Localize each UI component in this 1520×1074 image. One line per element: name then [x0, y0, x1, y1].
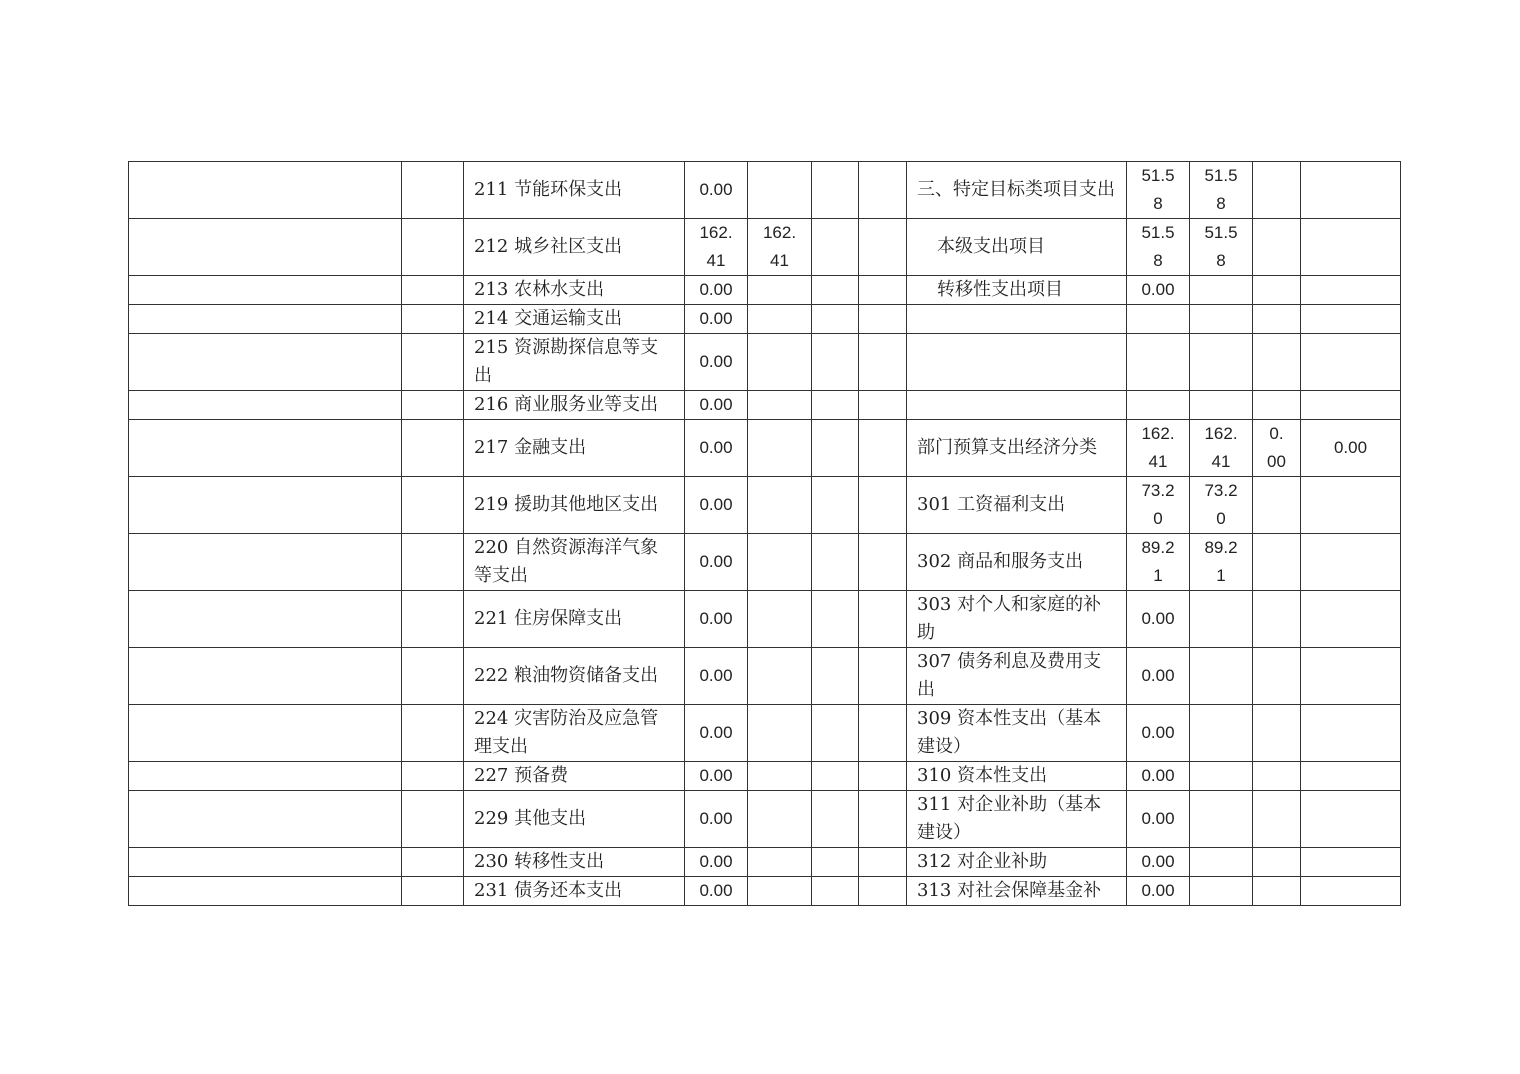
expense-economic-other: [1301, 762, 1401, 791]
table-row: [129, 648, 1401, 705]
expense-economic-fund: [1253, 477, 1301, 534]
expense-function-general: [748, 162, 812, 219]
expense-function-fund: [812, 305, 859, 334]
budget-table: [128, 161, 1401, 906]
expense-economic-fund: [1253, 877, 1301, 906]
expense-economic-fund: 0.00: [1253, 420, 1301, 477]
income-item-cell: [129, 762, 402, 791]
table-row: [129, 391, 1401, 420]
expense-function-total: 0.00: [685, 305, 748, 334]
expense-function-fund: [812, 391, 859, 420]
expense-function-other: [859, 791, 907, 848]
expense-economic-item: 310 资本性支出: [907, 762, 1127, 791]
income-amount-cell: [402, 791, 464, 848]
expense-economic-other: [1301, 477, 1401, 534]
expense-function-item: 229 其他支出: [464, 791, 685, 848]
expense-economic-general: [1190, 391, 1253, 420]
income-item-cell: [129, 877, 402, 906]
income-item-cell: [129, 219, 402, 276]
expense-economic-fund: [1253, 848, 1301, 877]
expense-economic-item: 307 债务利息及费用支出: [907, 648, 1127, 705]
expense-economic-total: 0.00: [1127, 648, 1190, 705]
expense-function-fund: [812, 648, 859, 705]
expense-function-total: 0.00: [685, 162, 748, 219]
expense-function-general: [748, 762, 812, 791]
expense-economic-total: 73.20: [1127, 477, 1190, 534]
expense-economic-item: 部门预算支出经济分类: [907, 420, 1127, 477]
expense-function-item: 215 资源勘探信息等支出: [464, 334, 685, 391]
expense-economic-total: 0.00: [1127, 276, 1190, 305]
expense-economic-total: 51.58: [1127, 162, 1190, 219]
income-amount-cell: [402, 877, 464, 906]
expense-function-other: [859, 477, 907, 534]
expense-economic-item: 转移性支出项目: [907, 276, 1127, 305]
expense-function-general: [748, 791, 812, 848]
expense-economic-general: [1190, 762, 1253, 791]
expense-function-total: 0.00: [685, 705, 748, 762]
expense-function-total: 0.00: [685, 391, 748, 420]
expense-economic-item: 312 对企业补助: [907, 848, 1127, 877]
expense-economic-general: [1190, 334, 1253, 391]
expense-economic-other: [1301, 162, 1401, 219]
table-row: [129, 477, 1401, 534]
income-item-cell: [129, 848, 402, 877]
income-item-cell: [129, 391, 402, 420]
expense-function-general: [748, 420, 812, 477]
expense-economic-general: [1190, 791, 1253, 848]
income-item-cell: [129, 648, 402, 705]
table-row: [129, 276, 1401, 305]
expense-function-total: 0.00: [685, 648, 748, 705]
table-row: [129, 762, 1401, 791]
expense-economic-general: 162.41: [1190, 420, 1253, 477]
expense-function-other: [859, 705, 907, 762]
income-amount-cell: [402, 477, 464, 534]
expense-function-general: [748, 848, 812, 877]
income-item-cell: [129, 334, 402, 391]
income-item-cell: [129, 305, 402, 334]
expense-economic-general: 73.20: [1190, 477, 1253, 534]
expense-economic-fund: [1253, 305, 1301, 334]
expense-economic-item: [907, 391, 1127, 420]
expense-economic-fund: [1253, 334, 1301, 391]
expense-function-total: 0.00: [685, 791, 748, 848]
expense-economic-other: 0.00: [1301, 420, 1401, 477]
expense-economic-other: [1301, 705, 1401, 762]
expense-function-total: 0.00: [685, 762, 748, 791]
expense-economic-general: [1190, 305, 1253, 334]
expense-economic-fund: [1253, 762, 1301, 791]
expense-function-general: [748, 305, 812, 334]
expense-function-general: [748, 534, 812, 591]
expense-economic-fund: [1253, 648, 1301, 705]
expense-economic-general: 51.58: [1190, 162, 1253, 219]
expense-economic-item: 313 对社会保障基金补: [907, 877, 1127, 906]
expense-function-general: [748, 334, 812, 391]
expense-function-general: [748, 705, 812, 762]
income-amount-cell: [402, 848, 464, 877]
expense-function-other: [859, 305, 907, 334]
table-row: [129, 791, 1401, 848]
income-amount-cell: [402, 219, 464, 276]
expense-economic-total: 51.58: [1127, 219, 1190, 276]
expense-function-other: [859, 420, 907, 477]
expense-economic-fund: [1253, 791, 1301, 848]
income-item-cell: [129, 705, 402, 762]
expense-economic-other: [1301, 534, 1401, 591]
expense-economic-item: [907, 305, 1127, 334]
income-item-cell: [129, 477, 402, 534]
table-row: [129, 334, 1401, 391]
expense-function-item: 216 商业服务业等支出: [464, 391, 685, 420]
expense-economic-fund: [1253, 219, 1301, 276]
expense-economic-total: 0.00: [1127, 848, 1190, 877]
expense-function-total: 0.00: [685, 877, 748, 906]
expense-economic-general: [1190, 276, 1253, 305]
expense-economic-total: 162.41: [1127, 420, 1190, 477]
expense-economic-total: [1127, 391, 1190, 420]
expense-function-fund: [812, 762, 859, 791]
income-item-cell: [129, 534, 402, 591]
income-amount-cell: [402, 705, 464, 762]
expense-economic-total: 0.00: [1127, 877, 1190, 906]
expense-function-fund: [812, 534, 859, 591]
income-amount-cell: [402, 762, 464, 791]
expense-function-general: [748, 391, 812, 420]
income-item-cell: [129, 276, 402, 305]
income-amount-cell: [402, 648, 464, 705]
expense-economic-general: [1190, 848, 1253, 877]
expense-function-total: 0.00: [685, 334, 748, 391]
income-item-cell: [129, 591, 402, 648]
table-row: [129, 534, 1401, 591]
expense-economic-fund: [1253, 162, 1301, 219]
expense-economic-other: [1301, 791, 1401, 848]
expense-function-other: [859, 591, 907, 648]
income-amount-cell: [402, 276, 464, 305]
expense-function-fund: [812, 791, 859, 848]
expense-economic-other: [1301, 391, 1401, 420]
table-row: [129, 420, 1401, 477]
income-amount-cell: [402, 591, 464, 648]
expense-function-other: [859, 877, 907, 906]
income-amount-cell: [402, 162, 464, 219]
expense-economic-item: 三、特定目标类项目支出: [907, 162, 1127, 219]
expense-economic-total: 0.00: [1127, 705, 1190, 762]
expense-economic-item: 303 对个人和家庭的补助: [907, 591, 1127, 648]
expense-economic-item: 311 对企业补助（基本建设）: [907, 791, 1127, 848]
expense-function-fund: [812, 276, 859, 305]
expense-economic-total: 0.00: [1127, 791, 1190, 848]
expense-economic-other: [1301, 648, 1401, 705]
expense-function-general: [748, 591, 812, 648]
income-amount-cell: [402, 420, 464, 477]
expense-economic-item: 309 资本性支出（基本建设）: [907, 705, 1127, 762]
expense-function-item: 221 住房保障支出: [464, 591, 685, 648]
expense-economic-item: 302 商品和服务支出: [907, 534, 1127, 591]
expense-function-item: 217 金融支出: [464, 420, 685, 477]
expense-function-other: [859, 162, 907, 219]
expense-economic-other: [1301, 848, 1401, 877]
expense-economic-total: [1127, 334, 1190, 391]
expense-function-item: 211 节能环保支出: [464, 162, 685, 219]
expense-economic-other: [1301, 276, 1401, 305]
expense-function-item: 222 粮油物资储备支出: [464, 648, 685, 705]
expense-economic-other: [1301, 219, 1401, 276]
table-row: [129, 848, 1401, 877]
expense-function-other: [859, 276, 907, 305]
expense-economic-fund: [1253, 534, 1301, 591]
expense-economic-fund: [1253, 391, 1301, 420]
expense-function-item: 230 转移性支出: [464, 848, 685, 877]
table-row: [129, 305, 1401, 334]
expense-economic-general: [1190, 877, 1253, 906]
expense-function-item: 213 农林水支出: [464, 276, 685, 305]
expense-function-fund: [812, 477, 859, 534]
expense-economic-fund: [1253, 705, 1301, 762]
expense-function-fund: [812, 334, 859, 391]
expense-economic-fund: [1253, 591, 1301, 648]
income-item-cell: [129, 162, 402, 219]
expense-function-fund: [812, 705, 859, 762]
expense-function-total: 162.41: [685, 219, 748, 276]
expense-economic-other: [1301, 877, 1401, 906]
expense-economic-item: 本级支出项目: [907, 219, 1127, 276]
expense-economic-general: 89.21: [1190, 534, 1253, 591]
expense-function-general: [748, 276, 812, 305]
expense-function-item: 214 交通运输支出: [464, 305, 685, 334]
expense-function-other: [859, 391, 907, 420]
expense-economic-total: 89.21: [1127, 534, 1190, 591]
expense-function-fund: [812, 877, 859, 906]
expense-function-total: 0.00: [685, 591, 748, 648]
expense-function-other: [859, 534, 907, 591]
expense-function-other: [859, 648, 907, 705]
income-item-cell: [129, 420, 402, 477]
expense-function-item: 212 城乡社区支出: [464, 219, 685, 276]
expense-economic-total: [1127, 305, 1190, 334]
expense-function-other: [859, 762, 907, 791]
expense-economic-other: [1301, 305, 1401, 334]
expense-function-general: [748, 648, 812, 705]
expense-economic-general: [1190, 705, 1253, 762]
expense-function-fund: [812, 591, 859, 648]
expense-function-fund: [812, 162, 859, 219]
expense-function-other: [859, 219, 907, 276]
expense-economic-item: 301 工资福利支出: [907, 477, 1127, 534]
income-item-cell: [129, 791, 402, 848]
table-row: [129, 591, 1401, 648]
income-amount-cell: [402, 391, 464, 420]
expense-function-general: [748, 477, 812, 534]
expense-function-fund: [812, 219, 859, 276]
expense-function-item: 220 自然资源海洋气象等支出: [464, 534, 685, 591]
expense-function-item: 219 援助其他地区支出: [464, 477, 685, 534]
expense-economic-general: 51.58: [1190, 219, 1253, 276]
table-row: [129, 877, 1401, 906]
expense-function-total: 0.00: [685, 477, 748, 534]
expense-function-general: [748, 877, 812, 906]
expense-function-other: [859, 334, 907, 391]
expense-function-total: 0.00: [685, 420, 748, 477]
expense-function-fund: [812, 848, 859, 877]
expense-economic-total: 0.00: [1127, 591, 1190, 648]
expense-function-item: 231 债务还本支出: [464, 877, 685, 906]
expense-economic-other: [1301, 334, 1401, 391]
income-amount-cell: [402, 334, 464, 391]
expense-function-fund: [812, 420, 859, 477]
income-amount-cell: [402, 534, 464, 591]
table-row: [129, 705, 1401, 762]
expense-function-total: 0.00: [685, 534, 748, 591]
expense-economic-other: [1301, 591, 1401, 648]
expense-economic-general: [1190, 648, 1253, 705]
income-amount-cell: [402, 305, 464, 334]
expense-function-item: 227 预备费: [464, 762, 685, 791]
table-row: [129, 162, 1401, 219]
expense-function-item: 224 灾害防治及应急管理支出: [464, 705, 685, 762]
expense-economic-total: 0.00: [1127, 762, 1190, 791]
expense-function-other: [859, 848, 907, 877]
table-row: [129, 219, 1401, 276]
expense-function-total: 0.00: [685, 848, 748, 877]
expense-economic-fund: [1253, 276, 1301, 305]
expense-function-general: 162.41: [748, 219, 812, 276]
expense-economic-general: [1190, 591, 1253, 648]
expense-function-total: 0.00: [685, 276, 748, 305]
expense-economic-item: [907, 334, 1127, 391]
